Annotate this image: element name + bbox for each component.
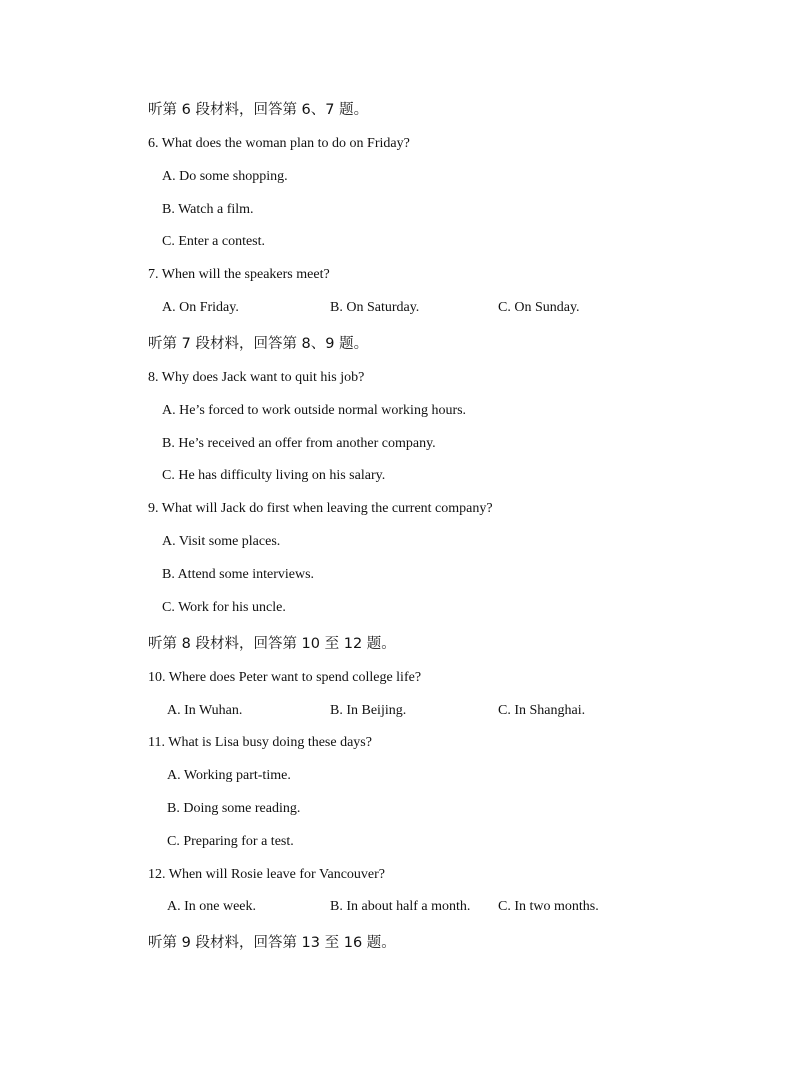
answer-option: A. He’s forced to work outside normal working hours. (162, 403, 467, 418)
answer-option: B. Doing some reading. (167, 801, 301, 816)
answer-option: B. On Saturday. (330, 300, 420, 315)
answer-option: A. Working part-time. (167, 768, 291, 783)
question-stem: 9. What will Jack do first when leaving the current company? (148, 501, 493, 516)
answer-option: C. He has difficulty living on his salary. (162, 468, 386, 483)
question-stem: 11. What is Lisa busy doing these days? (148, 735, 372, 750)
answer-option: A. In one week. (167, 899, 257, 914)
answer-option: B. Attend some interviews. (162, 567, 315, 582)
question-stem: 7. When will the speakers meet? (148, 267, 330, 282)
answer-option: A. On Friday. (162, 300, 239, 315)
answer-option: C. On Sunday. (498, 300, 580, 315)
answer-option: C. In Shanghai. (498, 703, 586, 718)
question-stem: 6. What does the woman plan to do on Friday? (148, 136, 410, 151)
answer-option: A. Do some shopping. (162, 169, 288, 184)
answer-option: A. Visit some places. (162, 534, 281, 549)
question-stem: 8. Why does Jack want to quit his job? (148, 370, 365, 385)
section-heading: 听第 7 段材料，回答第 8、9 题。 (148, 336, 369, 352)
question-stem: 10. Where does Peter want to spend college life? (148, 670, 422, 685)
answer-option: B. In Beijing. (330, 703, 407, 718)
answer-option: A. In Wuhan. (167, 703, 243, 718)
answer-option: B. He’s received an offer from another company. (162, 436, 436, 451)
section-heading: 听第 9 段材料，回答第 13 至 16 题。 (148, 935, 396, 951)
section-heading: 听第 8 段材料，回答第 10 至 12 题。 (148, 636, 396, 652)
question-stem: 12. When will Rosie leave for Vancouver? (148, 867, 386, 882)
answer-option: C. Work for his uncle. (162, 600, 286, 615)
answer-option: B. In about half a month. (330, 899, 471, 914)
answer-option: C. Preparing for a test. (167, 834, 294, 849)
answer-option: B. Watch a film. (162, 202, 254, 217)
answer-option: C. Enter a contest. (162, 234, 266, 249)
section-heading: 听第 6 段材料，回答第 6、7 题。 (148, 102, 369, 118)
answer-option: C. In two months. (498, 899, 599, 914)
